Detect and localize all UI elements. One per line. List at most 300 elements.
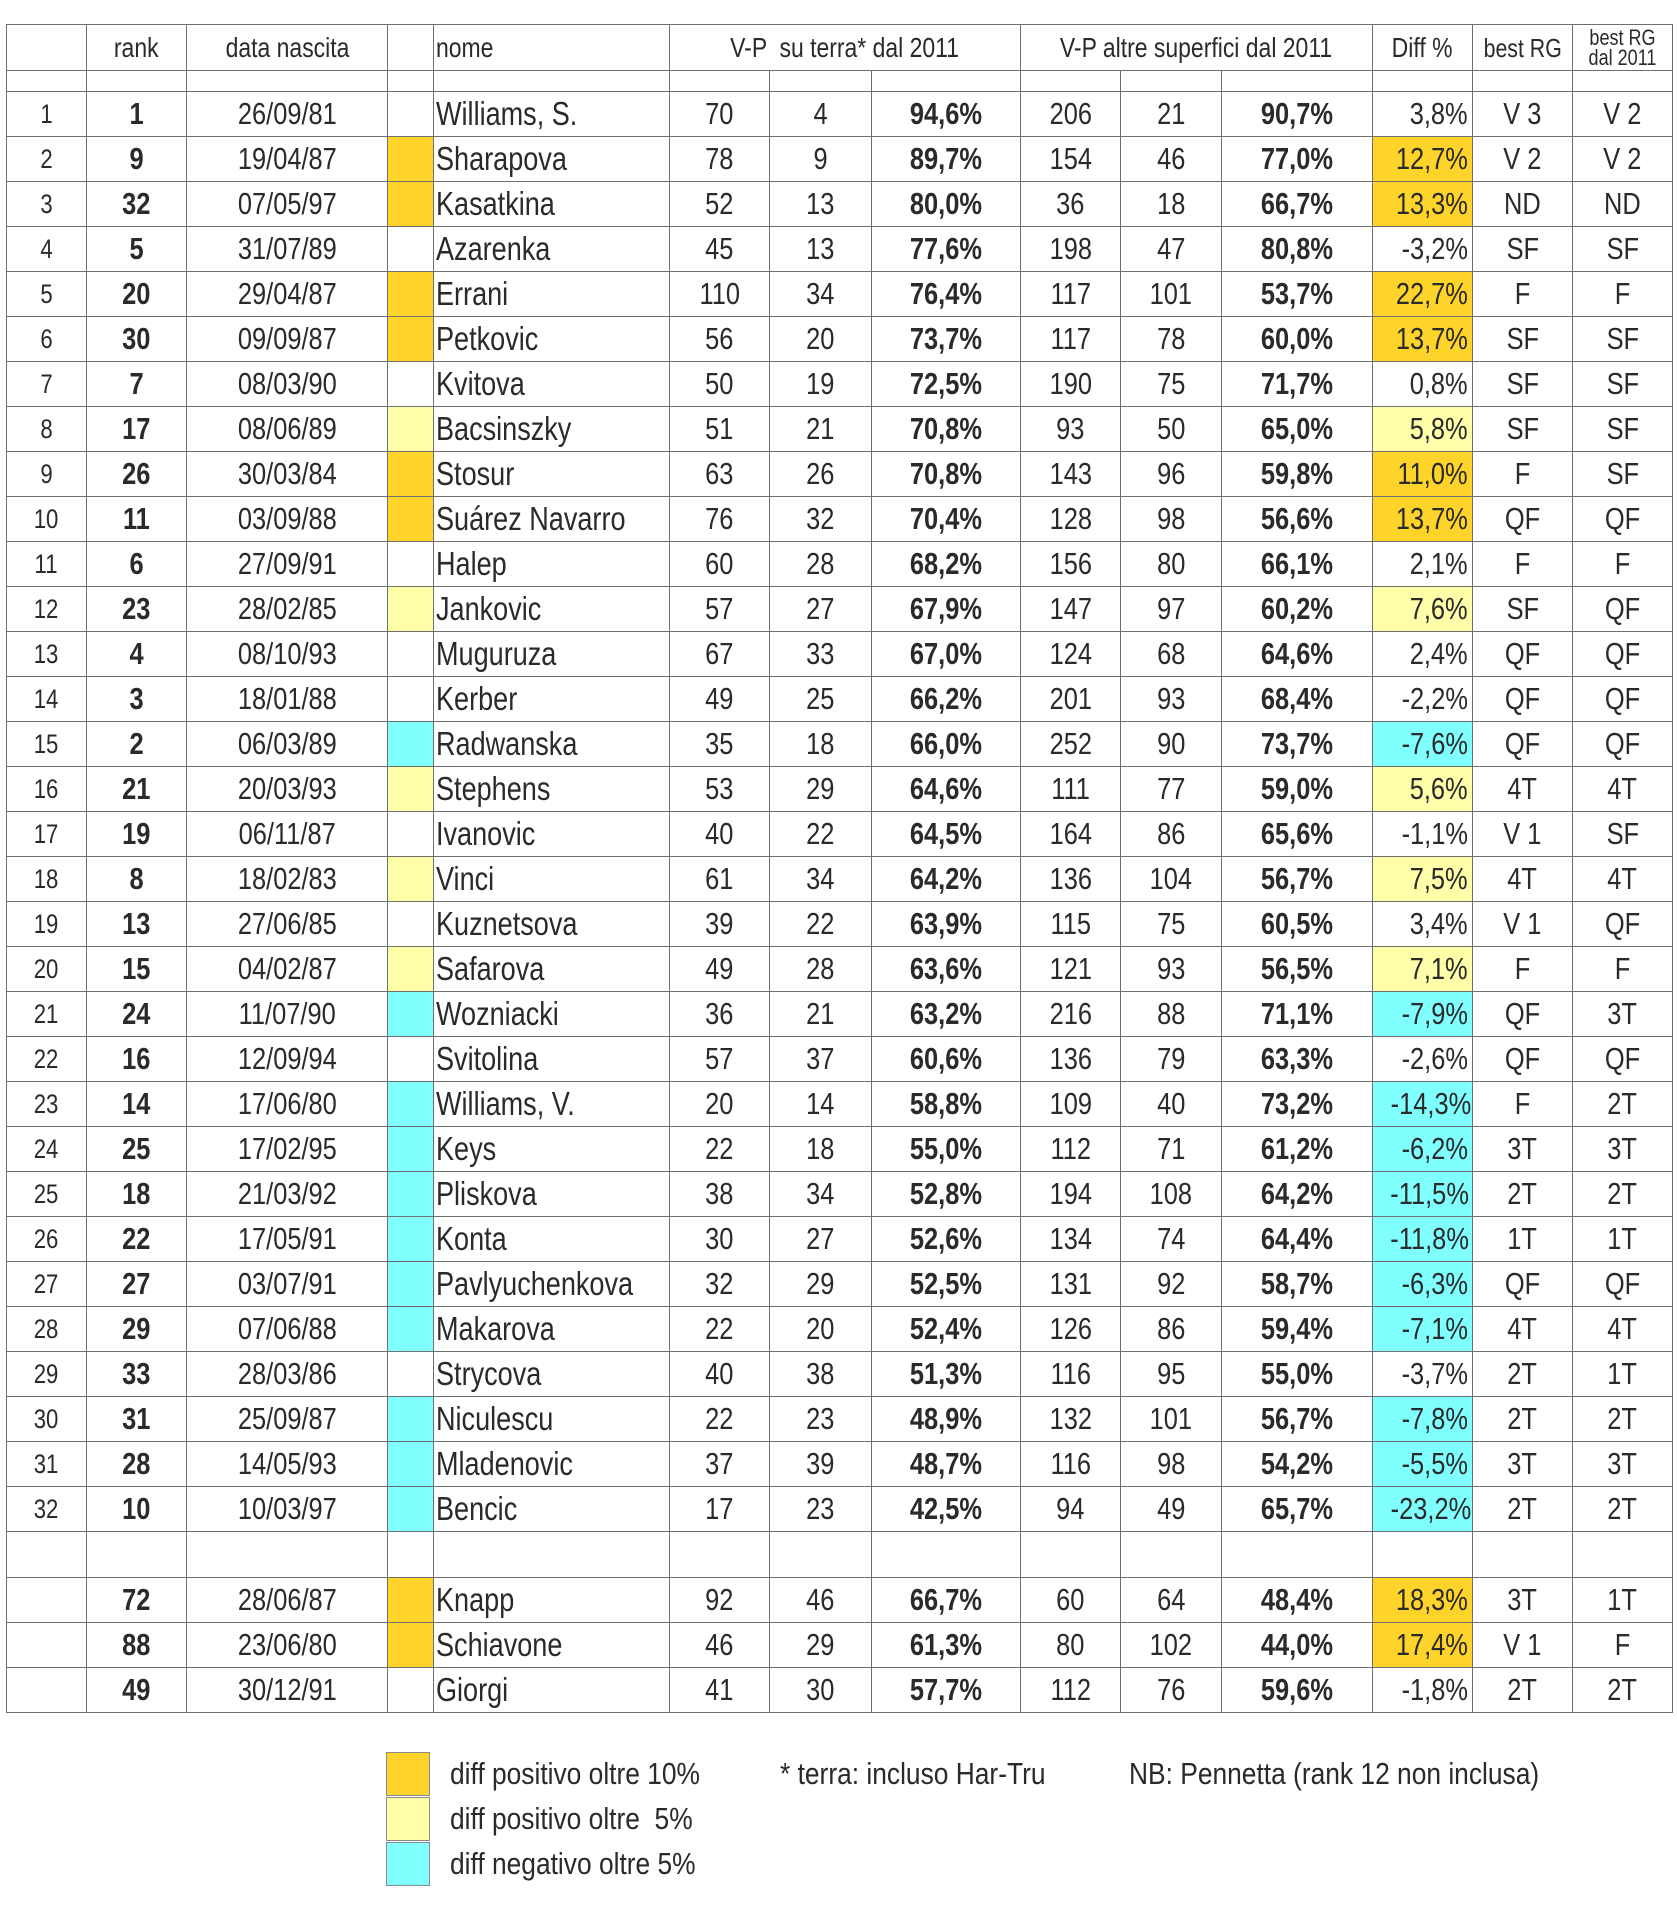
other-wins-cell-text: 111 <box>1051 771 1090 806</box>
rank-cell-text: 20 <box>122 276 151 311</box>
birth-date-cell <box>187 272 388 317</box>
player-name-cell-text: Makarova <box>436 1310 555 1347</box>
other-pct-cell <box>1222 902 1373 947</box>
birth-date-cell <box>187 1037 388 1082</box>
other-wins-cell-text: 198 <box>1049 231 1092 266</box>
clay-wins-cell <box>670 632 770 677</box>
row-index-text: 15 <box>34 728 59 759</box>
row-index <box>7 452 87 497</box>
clay-pct-cell-text: 68,2% <box>909 546 983 581</box>
rank-cell <box>87 1578 187 1623</box>
other-wins-cell-text: 132 <box>1049 1401 1092 1436</box>
diff-cell <box>1373 1217 1473 1262</box>
best-rg-since-2011-cell <box>1573 1397 1673 1442</box>
other-wins-cell-text: 94 <box>1056 1491 1085 1526</box>
other-losses-cell <box>1121 227 1222 272</box>
best-rg-cell <box>1473 1127 1573 1172</box>
best-rg-since-2011-cell-text: QF <box>1604 906 1641 941</box>
best-rg-since-2011-cell <box>1573 452 1673 497</box>
other-losses-cell-text: 92 <box>1156 1266 1186 1301</box>
diff-cell-text: -6,3% <box>1401 1266 1469 1301</box>
other-losses-cell <box>1121 317 1222 362</box>
clay-losses-cell-text: 34 <box>806 1176 835 1211</box>
best-rg-cell <box>1473 1578 1573 1623</box>
diff-cell-text: -2,2% <box>1401 681 1469 716</box>
legend-swatch <box>386 1797 430 1841</box>
clay-wins-cell-text: 78 <box>705 141 734 176</box>
row-index-text: 29 <box>34 1358 59 1389</box>
clay-pct-cell <box>872 767 1021 812</box>
diff-cell-text: -2,6% <box>1401 1041 1469 1076</box>
clay-pct-cell-text: 67,0% <box>909 636 983 671</box>
other-losses-cell-text: 102 <box>1149 1627 1193 1662</box>
rank-cell <box>87 812 187 857</box>
clay-losses-cell-text: 34 <box>806 861 835 896</box>
row-index <box>7 1442 87 1487</box>
other-pct-cell <box>1222 1442 1373 1487</box>
birth-date-cell <box>187 1442 388 1487</box>
other-pct-cell <box>1222 1487 1373 1532</box>
player-name-cell-text: Pliskova <box>436 1175 537 1212</box>
clay-wins-cell <box>670 452 770 497</box>
clay-pct-cell-text: 52,4% <box>909 1311 983 1346</box>
other-pct-cell <box>1222 722 1373 767</box>
diff-cell-text: -3,7% <box>1401 1356 1469 1391</box>
color-marker-cell <box>388 902 434 947</box>
rank-cell-text: 88 <box>122 1627 151 1662</box>
player-name-cell <box>434 407 670 452</box>
other-wins-cell <box>1021 1037 1121 1082</box>
clay-wins-cell <box>670 1623 770 1668</box>
rank-cell <box>87 407 187 452</box>
clay-wins-cell <box>670 362 770 407</box>
other-wins-cell-text: 154 <box>1049 141 1092 176</box>
diff-cell-text: 13,3% <box>1395 186 1469 221</box>
clay-wins-cell-text: 22 <box>705 1131 734 1166</box>
clay-wins-cell <box>670 1578 770 1623</box>
row-index <box>7 1668 87 1713</box>
player-name-cell <box>434 1397 670 1442</box>
rank-cell-text: 1 <box>129 96 144 131</box>
player-name-cell <box>434 902 670 947</box>
diff-cell <box>1373 1307 1473 1352</box>
rank-cell <box>87 587 187 632</box>
clay-pct-cell-text: 80,0% <box>909 186 983 221</box>
row-index <box>7 1127 87 1172</box>
clay-wins-cell <box>670 1487 770 1532</box>
row-index <box>7 992 87 1037</box>
clay-losses-cell <box>770 992 872 1037</box>
best-rg-since-2011-cell <box>1573 137 1673 182</box>
other-losses-cell <box>1121 1217 1222 1262</box>
other-wins-cell <box>1021 1127 1121 1172</box>
other-wins-cell-text: 164 <box>1049 816 1092 851</box>
player-name-cell <box>434 1668 670 1713</box>
best-rg-since-2011-cell <box>1573 1352 1673 1397</box>
rank-cell-text: 26 <box>122 456 151 491</box>
best-rg-cell-text: 4T <box>1507 1311 1538 1346</box>
other-wins-cell <box>1021 1217 1121 1262</box>
row-index-text: 22 <box>34 1043 59 1074</box>
best-rg-since-2011-cell <box>1573 182 1673 227</box>
color-marker-cell <box>388 767 434 812</box>
best-rg-since-2011-cell <box>1573 1217 1673 1262</box>
other-pct-cell-text: 59,6% <box>1260 1672 1334 1707</box>
rank-cell-text: 33 <box>122 1356 151 1391</box>
player-name-cell <box>434 92 670 137</box>
row-index <box>7 1262 87 1307</box>
row-index-text: 4 <box>40 233 53 264</box>
row-index <box>7 767 87 812</box>
other-losses-cell-text: 108 <box>1149 1176 1193 1211</box>
best-rg-since-2011-cell <box>1573 902 1673 947</box>
player-name-cell <box>434 812 670 857</box>
other-wins-cell <box>1021 497 1121 542</box>
clay-losses-cell-text: 13 <box>806 186 835 221</box>
clay-wins-cell-text: 63 <box>705 456 734 491</box>
clay-losses-cell-text: 21 <box>806 411 835 446</box>
other-wins-cell-text: 206 <box>1049 96 1092 131</box>
other-pct-cell <box>1222 1127 1373 1172</box>
clay-losses-cell <box>770 767 872 812</box>
table-row <box>7 1623 1673 1668</box>
color-marker-cell <box>388 362 434 407</box>
player-name-cell-text: Kerber <box>436 680 518 717</box>
best-rg-since-2011-cell-text: 1T <box>1607 1356 1638 1391</box>
legend-label: diff positivo oltre 5% <box>450 1801 693 1836</box>
clay-wins-cell-text: 30 <box>705 1221 734 1256</box>
clay-losses-cell-text: 14 <box>806 1086 835 1121</box>
other-pct-cell-text: 66,1% <box>1260 546 1334 581</box>
other-losses-cell-text: 97 <box>1156 591 1186 626</box>
other-losses-cell-text: 46 <box>1156 141 1186 176</box>
color-marker-cell <box>388 227 434 272</box>
clay-losses-cell-text: 38 <box>806 1356 835 1391</box>
best-rg-since-2011-cell <box>1573 227 1673 272</box>
rank-cell <box>87 1127 187 1172</box>
clay-footnote: * terra: incluso Har-Tru <box>780 1756 1046 1791</box>
row-index <box>7 947 87 992</box>
diff-cell <box>1373 1578 1473 1623</box>
clay-pct-cell-text: 72,5% <box>909 366 983 401</box>
color-marker-cell <box>388 1352 434 1397</box>
clay-pct-cell-text: 60,6% <box>909 1041 983 1076</box>
diff-cell <box>1373 902 1473 947</box>
other-pct-cell-text: 73,7% <box>1260 726 1334 761</box>
row-index-text: 27 <box>34 1268 59 1299</box>
other-losses-cell-text: 50 <box>1156 411 1186 446</box>
player-name-cell <box>434 1217 670 1262</box>
best-rg-since-2011-cell-text: QF <box>1604 501 1641 536</box>
row-index <box>7 497 87 542</box>
player-name-cell <box>434 857 670 902</box>
pennetta-note: NB: Pennetta (rank 12 non inclusa) <box>1129 1756 1540 1791</box>
diff-cell <box>1373 722 1473 767</box>
clay-wins-cell <box>670 227 770 272</box>
player-name-cell <box>434 227 670 272</box>
clay-wins-cell-text: 46 <box>705 1627 734 1662</box>
diff-cell <box>1373 1442 1473 1487</box>
other-losses-cell <box>1121 1487 1222 1532</box>
other-wins-cell <box>1021 992 1121 1037</box>
clay-losses-cell-text: 28 <box>806 546 835 581</box>
clay-losses-cell-text: 19 <box>806 366 835 401</box>
diff-cell-text: -11,8% <box>1390 1221 1469 1256</box>
clay-losses-cell-text: 18 <box>806 726 835 761</box>
color-marker-cell <box>388 992 434 1037</box>
clay-pct-cell <box>872 587 1021 632</box>
clay-losses-cell-text: 27 <box>806 591 835 626</box>
other-wins-cell-text: 136 <box>1049 1041 1092 1076</box>
best-rg-cell-text: SF <box>1506 591 1539 626</box>
other-losses-cell-text: 76 <box>1156 1672 1186 1707</box>
best-rg-cell <box>1473 1397 1573 1442</box>
row-index <box>7 317 87 362</box>
clay-wins-cell <box>670 992 770 1037</box>
clay-losses-cell <box>770 452 872 497</box>
clay-pct-cell-text: 48,7% <box>909 1446 983 1481</box>
color-marker-cell <box>388 1668 434 1713</box>
clay-wins-cell-text: 57 <box>705 591 734 626</box>
rank-cell-text: 15 <box>122 951 151 986</box>
birth-date-cell-text: 20/03/93 <box>237 771 337 806</box>
other-losses-cell <box>1121 1442 1222 1487</box>
other-pct-cell <box>1222 1307 1373 1352</box>
color-marker-cell <box>388 1262 434 1307</box>
clay-pct-cell <box>872 677 1021 722</box>
rank-cell <box>87 272 187 317</box>
player-name-cell <box>434 1262 670 1307</box>
other-pct-cell <box>1222 497 1373 542</box>
row-index <box>7 1352 87 1397</box>
other-pct-cell-text: 59,4% <box>1260 1311 1334 1346</box>
diff-cell <box>1373 362 1473 407</box>
clay-pct-cell <box>872 497 1021 542</box>
player-name-cell <box>434 677 670 722</box>
best-rg-cell-text: QF <box>1504 1266 1541 1301</box>
diff-cell <box>1373 767 1473 812</box>
player-name-cell-text: Schiavone <box>436 1626 563 1663</box>
other-pct-cell-text: 77,0% <box>1260 141 1334 176</box>
best-rg-cell <box>1473 1262 1573 1307</box>
clay-pct-cell-text: 48,9% <box>909 1401 983 1436</box>
other-pct-cell <box>1222 947 1373 992</box>
best-rg-since-2011-cell <box>1573 767 1673 812</box>
other-wins-cell <box>1021 542 1121 587</box>
table-row <box>7 1217 1673 1262</box>
legend-swatch <box>386 1752 430 1796</box>
other-wins-cell <box>1021 1578 1121 1623</box>
row-index-text: 2 <box>40 143 53 174</box>
table-row <box>7 1127 1673 1172</box>
best-rg-cell <box>1473 722 1573 767</box>
clay-pct-cell-text: 94,6% <box>909 96 983 131</box>
clay-pct-cell <box>872 92 1021 137</box>
player-name-cell-text: Konta <box>436 1220 507 1257</box>
other-wins-cell <box>1021 1307 1121 1352</box>
ranking-table <box>6 24 1673 1713</box>
clay-pct-cell <box>872 272 1021 317</box>
other-losses-cell-text: 74 <box>1156 1221 1186 1256</box>
player-name-cell-text: Bacsinszky <box>436 410 572 447</box>
rank-cell <box>87 1172 187 1217</box>
player-name-cell <box>434 182 670 227</box>
row-index-text: 23 <box>34 1088 59 1119</box>
row-index-text: 32 <box>34 1493 59 1524</box>
player-name-cell-text: Ivanovic <box>436 815 536 852</box>
rank-cell <box>87 317 187 362</box>
other-losses-cell-text: 101 <box>1149 1401 1193 1436</box>
row-index-text: 8 <box>40 413 53 444</box>
player-name-cell <box>434 587 670 632</box>
rank-cell-text: 32 <box>122 186 151 221</box>
best-rg-since-2011-cell-text: QF <box>1604 681 1641 716</box>
clay-losses-cell <box>770 1623 872 1668</box>
diff-cell <box>1373 1037 1473 1082</box>
other-pct-cell <box>1222 1037 1373 1082</box>
birth-date-cell <box>187 1172 388 1217</box>
clay-wins-cell-text: 51 <box>705 411 734 446</box>
row-index <box>7 362 87 407</box>
clay-losses-cell <box>770 1397 872 1442</box>
birth-date-cell-text: 28/02/85 <box>237 591 337 626</box>
rank-cell <box>87 1623 187 1668</box>
table-row <box>7 1397 1673 1442</box>
header-best-rg-since-2011: best RG dal 2011 <box>1573 25 1673 71</box>
best-rg-cell <box>1473 227 1573 272</box>
other-losses-cell <box>1121 137 1222 182</box>
birth-date-cell-text: 11/07/90 <box>238 996 336 1031</box>
other-losses-cell-text: 86 <box>1156 816 1186 851</box>
clay-pct-cell <box>872 1037 1021 1082</box>
rank-cell <box>87 1082 187 1127</box>
birth-date-cell <box>187 182 388 227</box>
row-index <box>7 182 87 227</box>
row-index <box>7 857 87 902</box>
other-pct-cell <box>1222 137 1373 182</box>
clay-losses-cell-text: 26 <box>806 456 835 491</box>
rank-cell-text: 22 <box>122 1221 151 1256</box>
best-rg-cell <box>1473 407 1573 452</box>
player-name-cell <box>434 362 670 407</box>
birth-date-cell <box>187 1487 388 1532</box>
best-rg-since-2011-cell <box>1573 92 1673 137</box>
rank-cell <box>87 1262 187 1307</box>
player-name-cell-text: Knapp <box>436 1581 515 1618</box>
diff-cell-text: 22,7% <box>1395 276 1469 311</box>
best-rg-cell <box>1473 1487 1573 1532</box>
row-index-text: 12 <box>34 593 59 624</box>
player-name-cell <box>434 317 670 362</box>
clay-wins-cell-text: 49 <box>705 951 734 986</box>
legend-item <box>386 1752 700 1796</box>
best-rg-cell <box>1473 992 1573 1037</box>
clay-wins-cell-text: 60 <box>705 546 734 581</box>
best-rg-since-2011-cell-text: 2T <box>1607 1672 1638 1707</box>
color-marker-cell <box>388 1217 434 1262</box>
player-name-cell-text: Azarenka <box>436 230 551 267</box>
other-pct-cell-text: 64,6% <box>1260 636 1334 671</box>
rank-cell-text: 16 <box>122 1041 151 1076</box>
table-row <box>7 362 1673 407</box>
other-wins-cell-text: 126 <box>1049 1311 1092 1346</box>
best-rg-cell-text: F <box>1514 276 1531 311</box>
clay-wins-cell-text: 76 <box>705 501 734 536</box>
clay-losses-cell <box>770 317 872 362</box>
other-wins-cell-text: 201 <box>1049 681 1092 716</box>
other-losses-cell <box>1121 1127 1222 1172</box>
row-index <box>7 1082 87 1127</box>
rank-cell-text: 2 <box>129 726 144 761</box>
diff-cell <box>1373 1262 1473 1307</box>
best-rg-since-2011-cell <box>1573 1127 1673 1172</box>
player-name-cell-text: Williams, V. <box>436 1085 575 1122</box>
clay-pct-cell <box>872 182 1021 227</box>
birth-date-cell <box>187 137 388 182</box>
birth-date-cell-text: 28/03/86 <box>237 1356 337 1391</box>
clay-wins-cell <box>670 182 770 227</box>
best-rg-cell-text: QF <box>1504 636 1541 671</box>
other-pct-cell <box>1222 992 1373 1037</box>
player-name-cell <box>434 1172 670 1217</box>
clay-wins-cell-text: 20 <box>705 1086 734 1121</box>
color-marker-cell <box>388 1397 434 1442</box>
other-losses-cell <box>1121 812 1222 857</box>
other-pct-cell-text: 65,7% <box>1260 1491 1334 1526</box>
clay-losses-cell-text: 4 <box>813 96 828 131</box>
clay-pct-cell <box>872 452 1021 497</box>
best-rg-cell-text: 2T <box>1507 1356 1538 1391</box>
color-marker-cell <box>388 1037 434 1082</box>
other-pct-cell-text: 71,1% <box>1260 996 1334 1031</box>
best-rg-since-2011-cell <box>1573 1668 1673 1713</box>
diff-cell-text: -7,1% <box>1401 1311 1469 1346</box>
clay-losses-cell-text: 22 <box>806 816 835 851</box>
other-wins-cell <box>1021 1623 1121 1668</box>
diff-cell-text: 18,3% <box>1395 1582 1469 1617</box>
best-rg-since-2011-cell-text: 4T <box>1607 771 1638 806</box>
clay-losses-cell-text: 20 <box>806 321 835 356</box>
other-losses-cell <box>1121 1352 1222 1397</box>
clay-losses-cell <box>770 137 872 182</box>
row-index <box>7 1037 87 1082</box>
clay-wins-cell <box>670 1262 770 1307</box>
other-wins-cell-text: 109 <box>1049 1086 1092 1121</box>
other-wins-cell-text: 128 <box>1049 501 1092 536</box>
rank-cell-text: 27 <box>122 1266 151 1301</box>
diff-cell <box>1373 1127 1473 1172</box>
best-rg-cell-text: V 1 <box>1503 816 1542 851</box>
other-losses-cell-text: 71 <box>1156 1131 1186 1166</box>
row-index-text: 5 <box>40 278 53 309</box>
best-rg-cell <box>1473 1442 1573 1487</box>
other-losses-cell <box>1121 632 1222 677</box>
birth-date-cell <box>187 1307 388 1352</box>
clay-wins-cell <box>670 1397 770 1442</box>
best-rg-since-2011-cell-text: SF <box>1606 366 1639 401</box>
best-rg-cell <box>1473 92 1573 137</box>
clay-losses-cell-text: 29 <box>806 771 835 806</box>
clay-pct-cell-text: 67,9% <box>909 591 983 626</box>
row-index-text: 10 <box>34 503 59 534</box>
diff-cell-text: -1,1% <box>1401 816 1469 851</box>
diff-cell <box>1373 1082 1473 1127</box>
diff-cell-text: 5,8% <box>1410 411 1469 446</box>
header-clay: V-P su terra* dal 2011 <box>670 25 1021 71</box>
diff-cell <box>1373 137 1473 182</box>
clay-pct-cell-text: 64,2% <box>909 861 983 896</box>
color-marker-cell <box>388 92 434 137</box>
